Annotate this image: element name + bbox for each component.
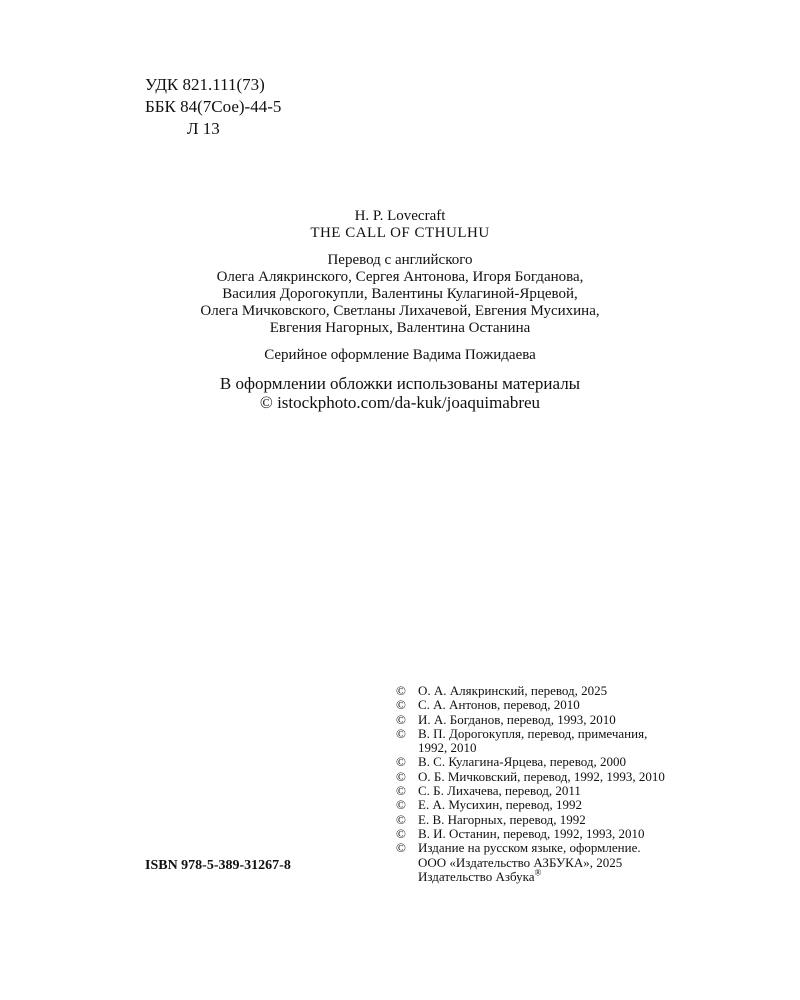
library-author-code: Л 13 bbox=[187, 119, 220, 138]
series-design-credit: Серийное оформление Вадима Пожидаева bbox=[264, 347, 536, 363]
copyright-icon: © bbox=[396, 783, 406, 799]
copyright-text: В. И. Останин, перевод, 1992, 1993, 2010 bbox=[418, 825, 645, 841]
copyright-text: Е. В. Нагорных, перевод, 1992 bbox=[418, 811, 586, 827]
copyright-text: И. А. Богданов, перевод, 1993, 2010 bbox=[418, 711, 616, 727]
copyright-text: 1992, 2010 bbox=[418, 740, 477, 756]
copyright-icon: © bbox=[396, 811, 406, 827]
copyright-item bbox=[396, 755, 756, 769]
copyright-item bbox=[396, 698, 756, 712]
translators-line: Василия Дорогокупли, Валентины Кулагиной-Ярцевой, bbox=[222, 286, 578, 302]
copyright-text: Издание на русском языке, оформление. bbox=[418, 840, 641, 856]
copyright-item bbox=[396, 784, 756, 798]
original-title: THE CALL OF CTHULHU bbox=[310, 225, 490, 241]
isbn-number: ISBN 978-5-389-31267-8 bbox=[145, 858, 291, 873]
copyright-icon: © bbox=[396, 725, 406, 741]
copyright-item bbox=[396, 727, 756, 741]
copyright-item-continuation bbox=[396, 856, 756, 870]
translators-line: Олега Мичковского, Светланы Лихачевой, Евгения Мусихина, bbox=[200, 303, 600, 319]
udk-code: УДК 821.111(73) bbox=[145, 75, 265, 94]
publisher-imprint: Издательство Азбука bbox=[418, 868, 535, 884]
translators-line: Олега Алякринского, Сергея Антонова, Игоря Богданова, bbox=[216, 269, 584, 285]
credits-block bbox=[140, 208, 660, 412]
copyright-icon: © bbox=[396, 840, 406, 856]
copyright-item bbox=[396, 813, 756, 827]
copyright-icon: © bbox=[396, 797, 406, 813]
copyright-item bbox=[396, 770, 756, 784]
copyright-item-continuation bbox=[396, 741, 756, 755]
copyright-icon: © bbox=[396, 683, 406, 698]
cover-image-credit: © istockphoto.com/da-kuk/joaquimabreu bbox=[259, 393, 541, 412]
copyright-item-continuation bbox=[396, 867, 756, 884]
copyright-item bbox=[396, 684, 756, 698]
classification-block bbox=[145, 74, 281, 140]
copyright-icon: © bbox=[396, 697, 406, 713]
copyright-text: В. П. Дорогокупля, перевод, примечания, bbox=[418, 725, 648, 741]
copyright-text: С. А. Антонов, перевод, 2010 bbox=[418, 697, 580, 713]
cover-materials-note: В оформлении обложки использованы материалы bbox=[219, 374, 581, 393]
copyright-text: С. Б. Лихачева, перевод, 2011 bbox=[418, 783, 581, 799]
copyright-item bbox=[396, 713, 756, 727]
copyright-icon: © bbox=[396, 825, 406, 841]
copyright-list bbox=[396, 684, 756, 884]
bbk-code: ББК 84(7Сое)-44-5 bbox=[145, 97, 282, 116]
copyright-text: О. А. Алякринский, перевод, 2025 bbox=[418, 683, 608, 698]
translation-heading: Перевод с английского bbox=[327, 252, 473, 268]
copyright-item bbox=[396, 827, 756, 841]
copyright-text: Е. А. Мусихин, перевод, 1992 bbox=[418, 797, 582, 813]
registered-trademark-icon: ® bbox=[534, 867, 542, 878]
copyright-text: В. С. Кулагина-Ярцева, перевод, 2000 bbox=[418, 754, 626, 770]
copyright-text: ООО «Издательство АЗБУКА», 2025 bbox=[418, 854, 623, 870]
copyright-icon: © bbox=[396, 754, 406, 770]
copyright-item bbox=[396, 798, 756, 812]
copyright-item bbox=[396, 841, 756, 855]
copyright-text: О. Б. Мичковский, перевод, 1992, 1993, 2010 bbox=[418, 768, 665, 784]
copyright-icon: © bbox=[396, 768, 406, 784]
original-author: H. P. Lovecraft bbox=[354, 208, 446, 224]
copyright-icon: © bbox=[396, 711, 406, 727]
translators-line: Евгения Нагорных, Валентина Останина bbox=[269, 320, 531, 336]
